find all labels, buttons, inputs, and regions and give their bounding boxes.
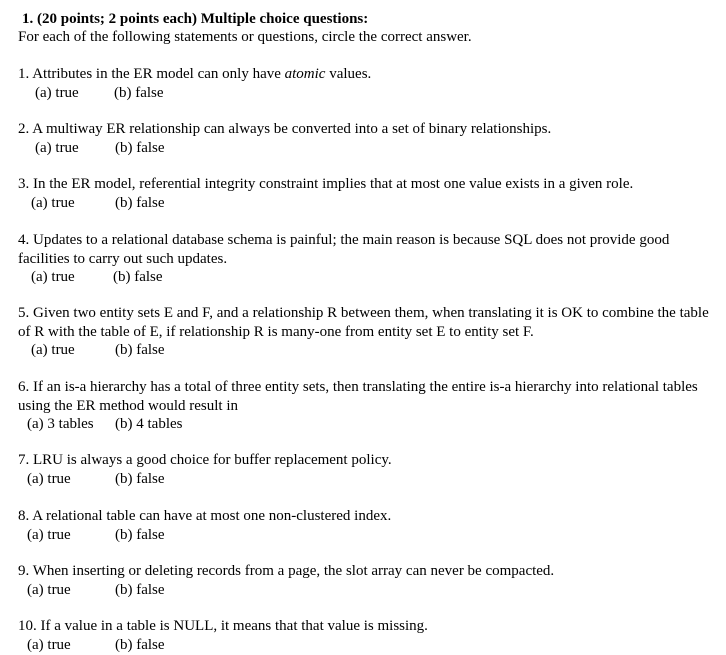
question-number: 8. — [18, 508, 30, 524]
question-body: If an is-a hierarchy has a total of three entity sets, then translating the entire is-a hierarchy into relational tables using the ER method would result in — [18, 379, 698, 414]
option-a[interactable]: (a) true — [27, 581, 71, 598]
option-b[interactable]: (b) false — [115, 194, 165, 211]
question-1 — [18, 65, 724, 102]
option-a[interactable]: (a) true — [35, 84, 79, 101]
question-body: Given two entity sets E and F, and a relationship R between them, when translating it is OK to combine the table of R with the table of E, if relationship R is many-one from entity set E to entity set F. — [18, 305, 709, 340]
question-text — [18, 378, 724, 415]
option-a[interactable]: (a) true — [31, 194, 75, 211]
question-number: 7. — [18, 452, 30, 468]
option-a[interactable]: (a) true — [31, 269, 75, 285]
question-body: A multiway ER relationship can always be converted into a set of binary relationships. — [32, 121, 552, 137]
option-b[interactable]: (b) false — [115, 636, 165, 653]
question-text — [18, 120, 724, 139]
question-number: 1. — [18, 66, 30, 82]
question-number: 2. — [18, 121, 30, 137]
question-text — [18, 507, 724, 526]
option-b[interactable]: (b) false — [115, 342, 165, 358]
question-number: 3. — [18, 176, 30, 192]
question-number: 6. — [18, 379, 30, 395]
question-number: 4. — [18, 232, 30, 248]
option-b[interactable]: (b) false — [115, 526, 165, 543]
question-body: When inserting or deleting records from a page, the slot array can never be compacted. — [32, 563, 555, 579]
question-text — [18, 65, 724, 84]
question-3 — [18, 175, 724, 212]
question-body: Updates to a relational database schema is painful; the main reason is because SQL does not provide good facilities to carry out such updates. — [18, 232, 670, 267]
section-instructions: For each of the following statements or questions, circle the correct answer. — [18, 29, 472, 45]
option-b[interactable]: (b) false — [115, 470, 165, 487]
question-body: If a value in a table is NULL, it means that that value is missing. — [40, 618, 428, 634]
question-6 — [18, 378, 724, 434]
question-text — [18, 175, 724, 194]
option-b[interactable]: (b) false — [113, 269, 163, 285]
option-a[interactable]: (a) true — [31, 342, 75, 358]
question-2 — [18, 120, 724, 157]
question-text — [18, 451, 724, 470]
question-body: In the ER model, referential integrity constraint implies that at most one value exists in a given role. — [33, 176, 634, 192]
question-text-after: values. — [329, 66, 372, 82]
option-b[interactable]: (b) false — [115, 581, 165, 598]
question-7 — [18, 451, 724, 488]
option-a[interactable]: (a) true — [27, 636, 71, 653]
question-10 — [18, 617, 724, 654]
question-text — [18, 617, 724, 636]
section-heading: 1. (20 points; 2 points each) Multiple choice questions: — [22, 11, 369, 27]
question-text-emphasis: atomic — [284, 66, 326, 82]
question-9 — [18, 562, 724, 599]
option-b[interactable]: (b) false — [115, 139, 165, 156]
option-a[interactable]: (a) 3 tables — [27, 416, 94, 432]
option-b[interactable]: (b) 4 tables — [115, 416, 183, 432]
question-text — [18, 304, 724, 341]
question-number: 9. — [18, 563, 30, 579]
question-body: LRU is always a good choice for buffer replacement policy. — [33, 452, 392, 468]
question-5 — [18, 304, 724, 360]
question-4 — [18, 231, 724, 287]
question-number: 10. — [18, 618, 37, 634]
question-text — [18, 231, 724, 268]
option-a[interactable]: (a) true — [27, 470, 71, 487]
question-8 — [18, 507, 724, 544]
question-text-before: Attributes in the ER model can only have — [32, 66, 281, 82]
option-a[interactable]: (a) true — [27, 526, 71, 543]
option-a[interactable]: (a) true — [35, 139, 79, 156]
option-b[interactable]: (b) false — [114, 84, 164, 101]
question-number: 5. — [18, 305, 30, 321]
question-body: A relational table can have at most one non-clustered index. — [32, 508, 392, 524]
question-text — [18, 562, 724, 581]
